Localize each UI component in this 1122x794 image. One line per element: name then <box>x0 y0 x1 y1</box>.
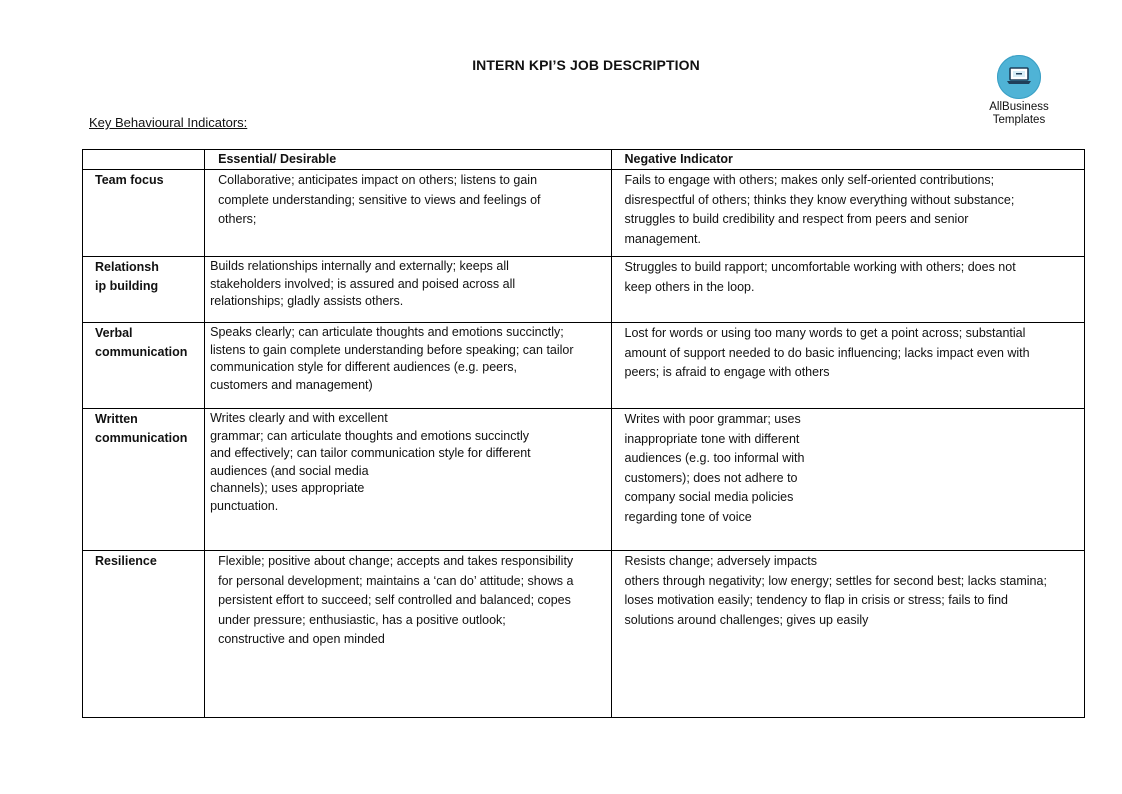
negative-cell: Struggles to build rapport; uncomfortable working with others; does not keep others in the loop. <box>611 257 1085 323</box>
behavioural-indicators-table <box>82 149 1085 718</box>
logo-line-2: Templates <box>992 114 1046 126</box>
header-empty <box>83 150 205 170</box>
row-label: Relationsh ip building <box>83 257 205 323</box>
logo-line-1: AllBusiness <box>989 101 1049 113</box>
negative-cell: Fails to engage with others; makes only self-oriented contributions; disrespectful of others; thinks they know everything without substance; struggles to build credibility and respect from peers and senior management. <box>611 170 1085 257</box>
laptop-icon <box>1006 66 1032 86</box>
table-row <box>83 257 1085 323</box>
header-negative: Negative Indicator <box>611 150 1085 170</box>
negative-cell: Writes with poor grammar; uses inappropriate tone with different audiences (e.g. too informal with customers); does not adhere to company social media policies regarding tone of voice <box>611 409 1085 551</box>
essential-cell: Writes clearly and with excellent grammar; can articulate thoughts and emotions succinctly and effectively; can tailor communication style for different audiences (and social media channels); uses appropriate punctuation. <box>205 409 611 551</box>
essential-cell: Collaborative; anticipates impact on others; listens to gain complete understanding; sensitive to views and feelings of others; <box>205 170 611 257</box>
negative-cell: Resists change; adversely impacts others through negativity; low energy; settles for second best; lacks stamina; loses motivation easily; tendency to flap in crisis or stress; fails to find solutions around challenges; gives up easily <box>611 551 1085 718</box>
section-label: Key Behavioural Indicators: <box>89 115 248 130</box>
allbusiness-templates-logo <box>984 55 1054 127</box>
header-essential: Essential/ Desirable <box>205 150 611 170</box>
row-label: Resilience <box>83 551 205 718</box>
logo-badge <box>997 55 1041 99</box>
essential-cell: Speaks clearly; can articulate thoughts and emotions succinctly; listens to gain complete understanding before speaking; can tailor communication style for different audiences (e.g. peers, customers and management) <box>205 323 611 409</box>
table-row <box>83 323 1085 409</box>
essential-cell: Builds relationships internally and externally; keeps all stakeholders involved; is assured and poised across all relationships; gladly assists others. <box>205 257 611 323</box>
document-title: INTERN KPI’S JOB DESCRIPTION <box>472 57 700 73</box>
row-label: Team focus <box>83 170 205 257</box>
row-label: Verbal communication <box>83 323 205 409</box>
row-label: Written communication <box>83 409 205 551</box>
table-row <box>83 409 1085 551</box>
negative-cell: Lost for words or using too many words to get a point across; substantial amount of support needed to do basic influencing; lacks impact even with peers; is afraid to engage with others <box>611 323 1085 409</box>
table-row <box>83 170 1085 257</box>
table-row <box>83 551 1085 718</box>
essential-cell: Flexible; positive about change; accepts and takes responsibility for personal development; maintains a ‘can do’ attitude; shows a persistent effort to succeed; self controlled and balanced; copes under pressure; enthusiastic, has a positive outlook; constructive and open minded <box>205 551 611 718</box>
table-header-row <box>83 150 1085 170</box>
logo-text <box>984 101 1054 127</box>
